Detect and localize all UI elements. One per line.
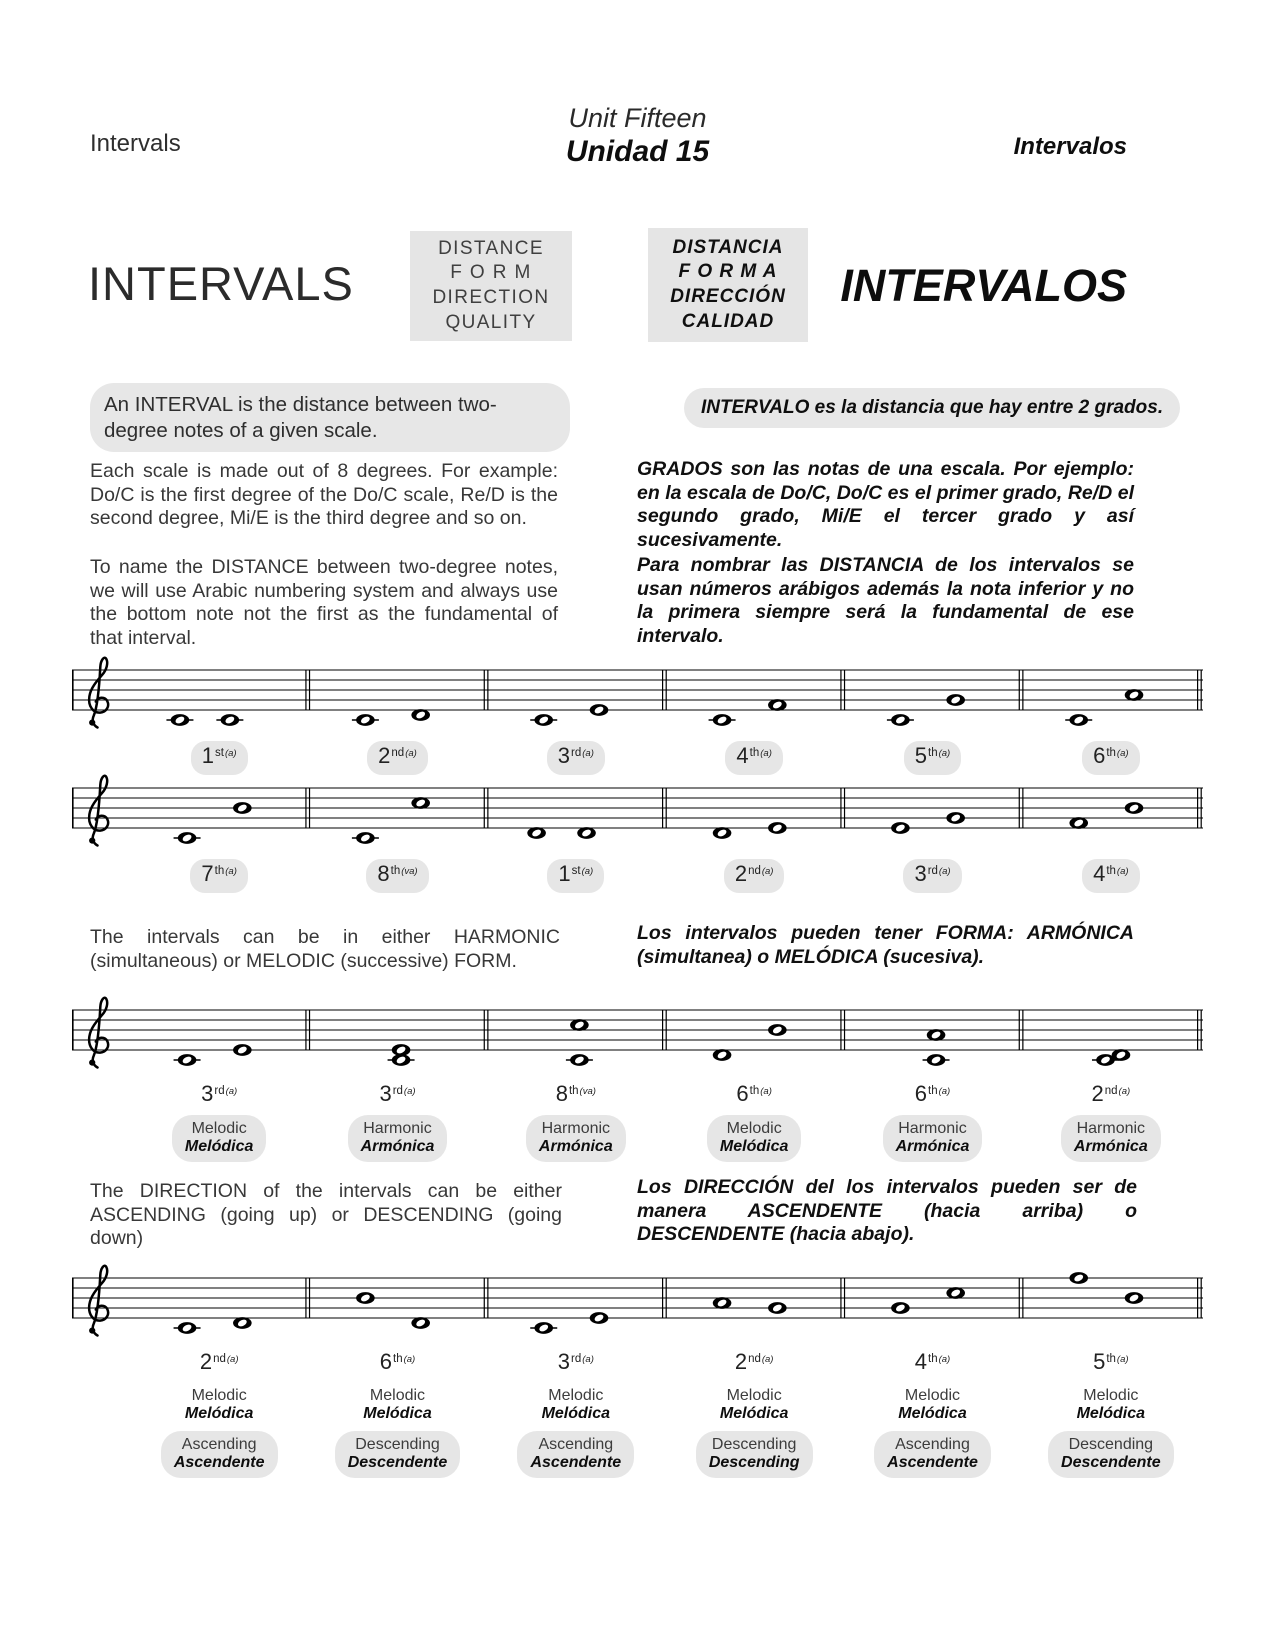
whole-note [1125, 689, 1144, 701]
interval-ordinal-paren: (a) [582, 748, 594, 759]
whole-note [891, 714, 910, 726]
keyword-es-calidad: CALIDAD [681, 310, 775, 332]
interval-label [1093, 1349, 1128, 1375]
direction-pill-en: Descending [711, 1435, 797, 1453]
whole-note [527, 827, 546, 839]
form-pill-es: Armónica [1073, 1138, 1148, 1156]
interval-ordinal-paren: (a) [938, 748, 951, 759]
keyword-es-distancia: DISTANCIA [672, 236, 784, 258]
interval-label-cell [308, 741, 486, 775]
direction-pill-cell [130, 1431, 308, 1478]
keyword-en-quality: QUALITY [445, 311, 537, 333]
interval-label-row [130, 741, 1200, 775]
form-pill-cell [665, 1115, 843, 1162]
interval-label-cell [308, 859, 486, 893]
whole-note [411, 709, 430, 721]
form-pill-en: Harmonic [1076, 1120, 1146, 1137]
interval-ordinal: th [1106, 1353, 1116, 1365]
whole-note [178, 1322, 197, 1334]
direction-pill-en: Descending [355, 1435, 440, 1453]
direction-pill-cell [843, 1431, 1021, 1478]
melodic-text-cell [130, 1387, 308, 1423]
interval-ordinal: st [215, 747, 224, 759]
staff-system-2 [72, 772, 1204, 893]
staff-distance-2-notation [72, 772, 1204, 864]
direction-pill-en: Descending [1068, 1435, 1154, 1453]
interval-label-cell [487, 1349, 665, 1375]
interval-ordinal: nd [748, 865, 761, 877]
interval-number: 5 [1093, 1349, 1106, 1374]
paragraph-direction-en: The DIRECTION of the intervals can be either ASCENDING (going up) or DESCENDING (going down) [90, 1180, 562, 1250]
direction-pill-es: Descendente [1061, 1454, 1161, 1472]
direction-pill-cell [308, 1431, 486, 1478]
direction-pill-es: Descending [708, 1454, 800, 1472]
melodic-text-cell [665, 1387, 843, 1423]
form-pill-row [130, 1115, 1200, 1162]
interval-ordinal-paren: (a) [760, 748, 772, 759]
direction-pill-cell [665, 1431, 843, 1478]
running-head-right: Intervalos [1013, 133, 1127, 160]
interval-ordinal-paren: (a) [225, 866, 237, 877]
form-label-es: Melódica [719, 1404, 789, 1422]
form-pill-es: Armónica [895, 1138, 970, 1156]
whole-note [221, 714, 240, 726]
whole-note [392, 1044, 411, 1056]
form-label-en: Melodic [369, 1387, 426, 1404]
interval-number: 6 [914, 1081, 927, 1106]
interval-label [190, 859, 247, 893]
staff-system-4 [72, 1262, 1204, 1478]
interval-ordinal: th [1106, 747, 1116, 759]
form-label-en: Melodic [548, 1387, 604, 1404]
treble-clef-icon [89, 998, 108, 1068]
whole-note [768, 699, 787, 711]
interval-ordinal-paren: (a) [405, 748, 417, 759]
whole-note [1125, 802, 1144, 814]
interval-label [724, 859, 785, 893]
form-pill-cell [843, 1115, 1021, 1162]
form-pill [1061, 1115, 1161, 1162]
form-pill-en: Harmonic [541, 1120, 611, 1137]
interval-label-cell [1022, 1081, 1200, 1107]
interval-ordinal-paren: (va) [401, 866, 418, 877]
interval-number: 2 [199, 1349, 213, 1374]
interval-number: 8 [555, 1081, 568, 1106]
form-label-es: Melódica [541, 1404, 611, 1422]
whole-note [178, 832, 197, 844]
direction-pill-es: Ascendente [887, 1454, 978, 1472]
whole-note [713, 714, 732, 726]
interval-number: 3 [557, 743, 571, 768]
interval-ordinal-paren: (a) [761, 1354, 774, 1365]
paragraph-direction-es: Los DIRECCIÓN del los intervalos pueden ser de manera ASCENDENTE (hacia arriba) o DESCENDENTE (hacia abajo). [637, 1176, 1137, 1246]
whole-note [891, 822, 910, 834]
form-pill-en: Harmonic [898, 1120, 967, 1137]
keyword-box-en [410, 231, 572, 341]
whole-note [570, 1054, 589, 1066]
interval-ordinal: th [749, 1085, 760, 1097]
interval-label [558, 1349, 594, 1375]
interval-ordinal-paren: (a) [760, 1086, 772, 1097]
interval-label-cell [487, 741, 665, 775]
whole-note [768, 822, 787, 834]
form-pill-cell [308, 1115, 486, 1162]
interval-label [366, 859, 428, 893]
form-label-en: Melodic [726, 1387, 782, 1404]
treble-clef-icon [89, 1266, 108, 1336]
whole-note [768, 1024, 787, 1036]
form-pill-en: Melodic [726, 1120, 782, 1137]
interval-number: 4 [736, 743, 749, 768]
interval-ordinal: th [1106, 865, 1116, 877]
interval-ordinal: rd [214, 1085, 225, 1097]
interval-number: 4 [1093, 861, 1106, 886]
interval-ordinal-paren: (a) [1116, 1354, 1129, 1365]
interval-number: 5 [914, 743, 927, 768]
interval-label [903, 859, 961, 893]
interval-ordinal: st [571, 865, 581, 877]
interval-ordinal-paren: (a) [938, 1086, 951, 1097]
interval-number: 3 [557, 1349, 571, 1374]
direction-pill [161, 1431, 278, 1478]
interval-number: 7 [201, 861, 214, 886]
interval-ordinal: th [928, 1085, 938, 1097]
interval-ordinal: rd [571, 747, 582, 759]
form-pill-es: Armónica [538, 1138, 613, 1156]
form-label-en: Melodic [1083, 1387, 1139, 1404]
paragraph-form-en: The intervals can be in either HARMONIC (simultaneous) or MELODIC (successive) FORM. [90, 926, 560, 972]
direction-pill-es: Ascendente [173, 1454, 265, 1472]
interval-ordinal-paren: (a) [1116, 866, 1129, 877]
whole-note [946, 812, 965, 824]
form-pill-es: Melódica [184, 1138, 254, 1156]
interval-label-cell [665, 859, 843, 893]
interval-ordinal-paren: (a) [403, 1086, 416, 1097]
whole-note [1112, 1049, 1131, 1061]
interval-ordinal: nd [391, 747, 405, 759]
whole-note [713, 827, 732, 839]
interval-label [736, 1081, 771, 1107]
interval-ordinal: nd [213, 1353, 226, 1365]
whole-note [891, 1302, 910, 1314]
direction-pill-es: Ascendente [530, 1454, 622, 1472]
interval-label-cell [130, 859, 308, 893]
staff-direction-notation [72, 1262, 1204, 1354]
whole-note [178, 1054, 197, 1066]
interval-label-cell [487, 859, 665, 893]
direction-pill [517, 1431, 634, 1478]
interval-ordinal: th [928, 1353, 938, 1365]
interval-ordinal: nd [748, 1353, 761, 1365]
staff-system-3 [72, 994, 1204, 1162]
interval-number: 3 [914, 861, 927, 886]
interval-label [915, 1349, 950, 1375]
interval-ordinal-paren: (a) [224, 748, 237, 759]
interval-number: 1 [201, 743, 214, 768]
interval-number: 2 [734, 1349, 748, 1374]
paragraph-distance-en: To name the DISTANCE between two-degree notes, we will use Arabic numbering system and always use the bottom note not the first as the fundamental of that interval. [90, 556, 558, 649]
direction-pill-en: Ascending [538, 1435, 614, 1453]
melodic-text-cell [1022, 1387, 1200, 1423]
staff-system-1 [72, 654, 1204, 775]
interval-number: 6 [736, 1081, 749, 1106]
interval-number: 2 [734, 861, 748, 886]
whole-note [1125, 1292, 1144, 1304]
melodic-text-cell [308, 1387, 486, 1423]
interval-label-cell [843, 1349, 1021, 1375]
whole-note [233, 802, 252, 814]
whole-note [946, 694, 965, 706]
form-pill [172, 1115, 266, 1162]
interval-ordinal: th [749, 747, 760, 759]
whole-note [411, 1317, 430, 1329]
whole-note [233, 1317, 252, 1329]
whole-note [1069, 714, 1088, 726]
form-label-en: Melodic [191, 1387, 247, 1404]
whole-note [411, 797, 430, 809]
form-pill-en: Harmonic [363, 1120, 432, 1137]
whole-note [590, 704, 609, 716]
unit-title-en: Unit Fifteen [568, 103, 707, 133]
whole-note [1069, 1272, 1088, 1284]
form-pill-cell [130, 1115, 308, 1162]
unit-title-es: Unidad 15 [565, 135, 710, 168]
interval-ordinal-paren: (a) [225, 1086, 238, 1097]
interval-label [380, 1349, 415, 1375]
melodic-text-cell [843, 1387, 1021, 1423]
page-title-en: INTERVALS [88, 257, 354, 310]
form-label-es: Melódica [1076, 1404, 1146, 1422]
interval-label-cell [665, 1349, 843, 1375]
keyword-en-direction: DIRECTION [432, 287, 550, 308]
direction-pill-cell [487, 1431, 665, 1478]
interval-label-cell [130, 1349, 308, 1375]
interval-label [1082, 859, 1139, 893]
form-label-en: Melodic [904, 1387, 961, 1404]
whole-note [927, 1029, 946, 1041]
staff-form-notation [72, 994, 1204, 1086]
direction-pill-es: Descendente [347, 1454, 448, 1472]
whole-note [946, 1287, 965, 1299]
interval-label [367, 741, 428, 775]
interval-label [735, 1349, 774, 1375]
interval-label [379, 1081, 415, 1107]
whole-note [1069, 817, 1088, 829]
interval-ordinal-paren: (a) [403, 1354, 416, 1365]
interval-number: 1 [558, 861, 571, 886]
whole-note [356, 832, 375, 844]
interval-number: 6 [1093, 743, 1106, 768]
whole-note [713, 1297, 732, 1309]
form-pill-en: Melodic [191, 1120, 247, 1137]
interval-ordinal: th [568, 1085, 579, 1097]
form-label-es: Melódica [898, 1404, 967, 1422]
interval-ordinal-paren: (a) [1118, 1086, 1131, 1097]
interval-ordinal-paren: (a) [1116, 748, 1129, 759]
paragraph-degrees-en: Each scale is made out of 8 degrees. For example: Do/C is the first degree of the Do/C scale, Re/D is the second degree, Mi/E is the third degree and so on. [90, 460, 558, 530]
interval-label [191, 741, 248, 775]
interval-label-cell [487, 1081, 665, 1107]
paragraph-distance-es: Para nombrar las DISTANCIA de los intervalos se usan números arábigos además la nota inferior y no la primera siempre será la fundamental de ese intervalo. [637, 554, 1134, 647]
interval-ordinal: th [393, 1353, 403, 1365]
definition-en: An INTERVAL is the distance between two-degree notes of a given scale. [90, 383, 570, 452]
interval-label [200, 1349, 239, 1375]
interval-ordinal-paren: (a) [938, 1354, 951, 1365]
form-pill-cell [487, 1115, 665, 1162]
interval-label-cell [843, 741, 1021, 775]
interval-label [556, 1081, 596, 1107]
interval-number: 2 [1091, 1081, 1104, 1106]
interval-ordinal-paren: (a) [761, 866, 774, 877]
interval-ordinal-paren: (a) [938, 866, 951, 877]
whole-note [713, 1049, 732, 1061]
whole-note [927, 1054, 946, 1066]
whole-note [534, 1322, 553, 1334]
interval-label [1091, 1081, 1130, 1107]
interval-ordinal: nd [1104, 1085, 1118, 1097]
whole-note [768, 1302, 787, 1314]
interval-number: 3 [201, 1081, 214, 1106]
interval-label [725, 741, 782, 775]
direction-pill [1048, 1431, 1174, 1478]
direction-pill [335, 1431, 461, 1478]
form-pill-cell [1022, 1115, 1200, 1162]
melodic-text-cell [487, 1387, 665, 1423]
interval-label [904, 741, 961, 775]
melodic-text-row [130, 1387, 1200, 1423]
whole-note [171, 714, 190, 726]
interval-label-cell [1022, 859, 1200, 893]
interval-ordinal: th [214, 865, 225, 877]
form-pill [707, 1115, 801, 1162]
keyword-en-form: F O R M [450, 262, 532, 284]
interval-label-cell [130, 1081, 308, 1107]
interval-number: 4 [914, 1349, 927, 1374]
direction-pill [696, 1431, 813, 1478]
direction-pill-row [130, 1431, 1200, 1478]
whole-note [233, 1044, 252, 1056]
interval-ordinal: th [928, 747, 938, 759]
interval-label [201, 1081, 237, 1107]
keyword-box-es [648, 228, 808, 342]
interval-ordinal: rd [927, 865, 938, 877]
interval-ordinal-paren: (a) [581, 866, 594, 877]
interval-label [547, 859, 604, 893]
whole-note [356, 714, 375, 726]
interval-ordinal-paren: (va) [579, 1086, 596, 1097]
interval-label-cell [843, 1081, 1021, 1107]
form-pill [883, 1115, 983, 1162]
interval-label-cell [130, 741, 308, 775]
interval-label-cell [665, 1081, 843, 1107]
direction-pill-cell [1022, 1431, 1200, 1478]
paragraph-form-es: Los intervalos pueden tener FORMA: ARMÓNICA (simultanea) o MELÓDICA (sucesiva). [637, 922, 1134, 968]
form-pill-es: Armónica [360, 1138, 435, 1156]
keyword-es-forma: F O R M A [678, 261, 778, 283]
direction-pill [874, 1431, 991, 1478]
keyword-en-distance: DISTANCE [438, 237, 544, 259]
running-head-left: Intervals [90, 130, 181, 157]
interval-number: 8 [377, 861, 390, 886]
interval-label-cell [1022, 741, 1200, 775]
interval-label-cell [308, 1081, 486, 1107]
staff-distance-1-notation [72, 654, 1204, 746]
interval-label [915, 1081, 950, 1107]
interval-ordinal: th [390, 865, 401, 877]
interval-ordinal: rd [392, 1085, 403, 1097]
whole-note [534, 714, 553, 726]
direction-pill-en: Ascending [895, 1435, 970, 1453]
interval-label-cell [1022, 1349, 1200, 1375]
form-pill [348, 1115, 448, 1162]
interval-ordinal: rd [571, 1353, 582, 1365]
paragraph-degrees-es: GRADOS son las notas de una escala. Por ejemplo: en la escala de Do/C, Do/C es el primer grado, Re/D el segundo grado, Mi/E el tercer grado y así sucesivamente. [637, 458, 1134, 551]
keyword-es-direccion: DIRECCIÓN [670, 286, 786, 307]
form-label-es: Melódica [184, 1404, 254, 1422]
interval-ordinal-paren: (a) [226, 1354, 239, 1365]
interval-label-cell [665, 741, 843, 775]
interval-ordinal-paren: (a) [582, 1354, 594, 1365]
form-label-es: Melódica [363, 1404, 432, 1422]
direction-pill-en: Ascending [181, 1435, 257, 1453]
interval-label [1082, 741, 1139, 775]
interval-label-row [130, 1349, 1200, 1375]
interval-label-row [130, 859, 1200, 893]
form-pill [526, 1115, 626, 1162]
whole-note [570, 1019, 589, 1031]
page-title-es: INTERVALOS [840, 260, 1127, 311]
definition-es: INTERVALO es la distancia que hay entre 2 grados. [684, 388, 1180, 428]
whole-note [356, 1292, 375, 1304]
interval-label-cell [308, 1349, 486, 1375]
form-pill-es: Melódica [719, 1138, 789, 1156]
treble-clef-icon [89, 776, 108, 846]
whole-note [590, 1312, 609, 1324]
interval-label-cell [843, 859, 1021, 893]
interval-number: 2 [378, 743, 391, 768]
interval-number: 3 [379, 1081, 392, 1106]
treble-clef-icon [89, 658, 108, 728]
whole-note [577, 827, 596, 839]
interval-number: 6 [379, 1349, 392, 1374]
interval-label-row [130, 1081, 1200, 1107]
interval-label [547, 741, 605, 775]
